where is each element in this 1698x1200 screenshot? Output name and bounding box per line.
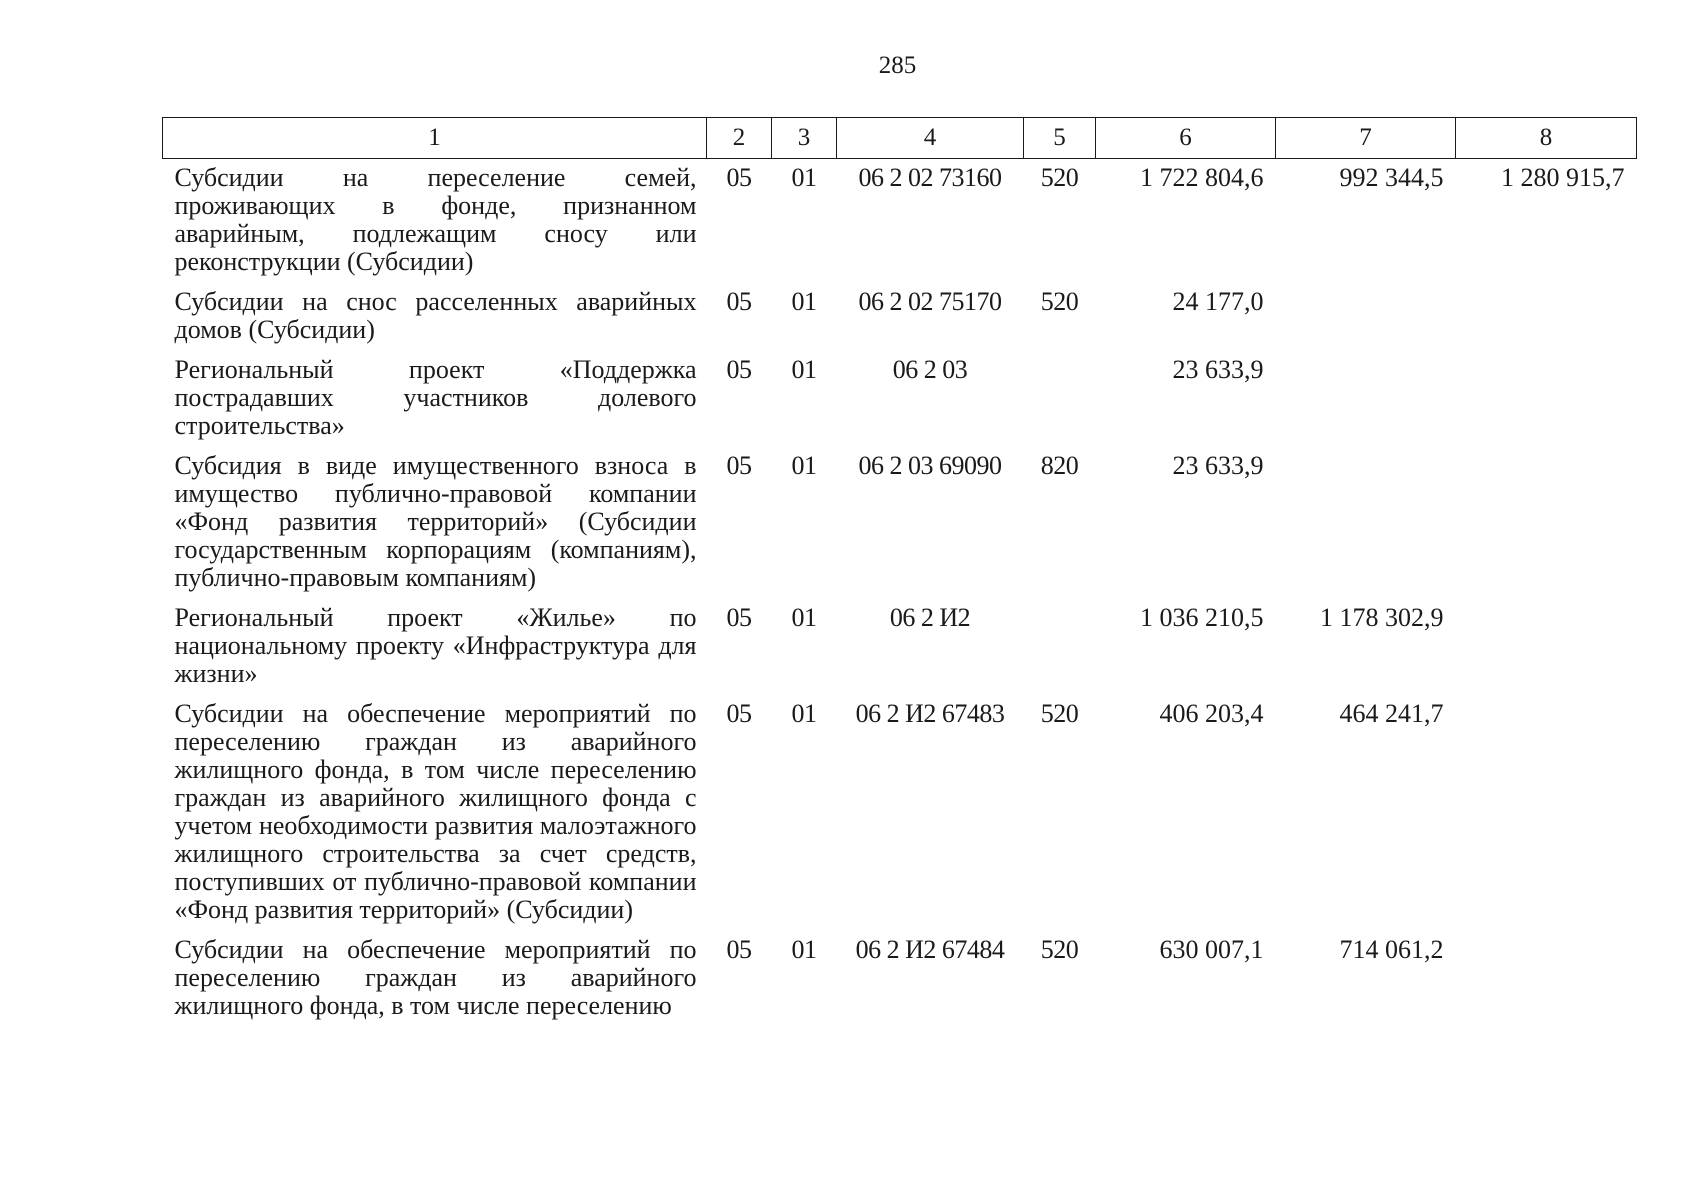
column-header-8: 8 bbox=[1456, 118, 1637, 159]
row-amount-6: 24 177,0 bbox=[1172, 287, 1264, 316]
budget-table bbox=[162, 117, 1637, 1032]
row-subsection: 01 bbox=[791, 287, 817, 316]
row-amount-7 bbox=[1276, 288, 1456, 356]
column-header-6: 6 bbox=[1096, 118, 1276, 159]
row-section: 05 bbox=[726, 935, 752, 964]
row-name: Субсидии на снос расселенных аварийных домов (Субсидии) bbox=[174, 287, 697, 344]
row-section: 05 bbox=[726, 451, 752, 480]
row-amount-8 bbox=[1456, 936, 1637, 1032]
row-amount-6: 1 722 804,6 bbox=[1140, 163, 1264, 192]
row-amount-6: 406 203,4 bbox=[1159, 699, 1264, 728]
row-amount-6: 630 007,1 bbox=[1159, 935, 1264, 964]
table-row bbox=[163, 936, 1637, 1032]
row-subsection: 01 bbox=[791, 935, 817, 964]
row-name: Субсидии на переселение семей, проживающих в фонде, признанном аварийным, подлежащим сносу или реконструкции (Субсидии) bbox=[174, 163, 697, 276]
row-amount-8 bbox=[1456, 604, 1637, 700]
table-row bbox=[163, 159, 1637, 289]
row-expense-type: 520 bbox=[1040, 699, 1079, 728]
row-name: Субсидии на обеспечение мероприятий по переселению граждан из аварийного жилищного фонда, в том числе переселению bbox=[174, 935, 697, 1020]
row-section: 05 bbox=[726, 603, 752, 632]
column-header-5: 5 bbox=[1024, 118, 1096, 159]
table-header-row bbox=[163, 118, 1637, 159]
row-expense-type: 820 bbox=[1040, 451, 1079, 480]
row-amount-8: 1 280 915,7 bbox=[1501, 163, 1625, 192]
row-expense-type bbox=[1024, 604, 1096, 700]
row-amount-7 bbox=[1276, 452, 1456, 604]
row-name: Региональный проект «Поддержка пострадавших участников долевого строительства» bbox=[174, 355, 697, 440]
row-target-article: 06 2 И2 67484 bbox=[855, 935, 1005, 964]
row-section: 05 bbox=[726, 355, 752, 384]
column-header-7: 7 bbox=[1276, 118, 1456, 159]
table-row bbox=[163, 604, 1637, 700]
row-subsection: 01 bbox=[791, 163, 817, 192]
row-amount-7: 1 178 302,9 bbox=[1320, 603, 1444, 632]
row-subsection: 01 bbox=[791, 355, 817, 384]
row-amount-6: 23 633,9 bbox=[1172, 451, 1264, 480]
row-name: Субсидия в виде имущественного взноса в имущество публично-правовой компании «Фонд развития территорий» (Субсидии государственным корпорациям (компаниям), публично-правовым компаниям) bbox=[174, 451, 697, 592]
row-amount-7: 714 061,2 bbox=[1339, 935, 1444, 964]
row-amount-7 bbox=[1276, 356, 1456, 452]
table-row bbox=[163, 452, 1637, 604]
row-target-article: 06 2 03 69090 bbox=[858, 451, 1002, 480]
row-section: 05 bbox=[726, 163, 752, 192]
column-header-2: 2 bbox=[707, 118, 772, 159]
row-expense-type: 520 bbox=[1040, 935, 1079, 964]
column-header-4: 4 bbox=[837, 118, 1024, 159]
row-expense-type: 520 bbox=[1040, 287, 1079, 316]
row-amount-8 bbox=[1456, 288, 1637, 356]
row-amount-8 bbox=[1456, 452, 1637, 604]
row-target-article: 06 2 02 75170 bbox=[858, 287, 1002, 316]
row-expense-type: 520 bbox=[1040, 163, 1079, 192]
row-expense-type bbox=[1024, 356, 1096, 452]
page-number: 285 bbox=[878, 52, 917, 79]
row-section: 05 bbox=[726, 287, 752, 316]
row-name: Субсидии на обеспечение мероприятий по переселению граждан из аварийного жилищного фонда, в том числе переселению граждан из аварийного жилищного фонда с учетом необходимости развития малоэтажного жилищного строительства за счет средств, поступивших от публично-правовой компании «Фонд развития территорий» (Субсидии) bbox=[174, 699, 697, 924]
column-header-3: 3 bbox=[772, 118, 837, 159]
row-target-article: 06 2 03 bbox=[892, 355, 968, 384]
row-subsection: 01 bbox=[791, 699, 817, 728]
table-row bbox=[163, 356, 1637, 452]
row-name: Региональный проект «Жилье» по национальному проекту «Инфраструктура для жизни» bbox=[174, 603, 697, 688]
row-target-article: 06 2 И2 67483 bbox=[855, 699, 1005, 728]
row-amount-7: 992 344,5 bbox=[1339, 163, 1444, 192]
row-amount-6: 1 036 210,5 bbox=[1140, 603, 1264, 632]
row-target-article: 06 2 И2 bbox=[889, 603, 971, 632]
row-amount-8 bbox=[1456, 356, 1637, 452]
row-target-article: 06 2 02 73160 bbox=[858, 163, 1002, 192]
row-subsection: 01 bbox=[791, 451, 817, 480]
column-header-1: 1 bbox=[163, 118, 707, 159]
row-amount-6: 23 633,9 bbox=[1172, 355, 1264, 384]
row-section: 05 bbox=[726, 699, 752, 728]
row-subsection: 01 bbox=[791, 603, 817, 632]
table-row bbox=[163, 288, 1637, 356]
row-amount-7: 464 241,7 bbox=[1339, 699, 1444, 728]
row-amount-8 bbox=[1456, 700, 1637, 936]
table-row bbox=[163, 700, 1637, 936]
